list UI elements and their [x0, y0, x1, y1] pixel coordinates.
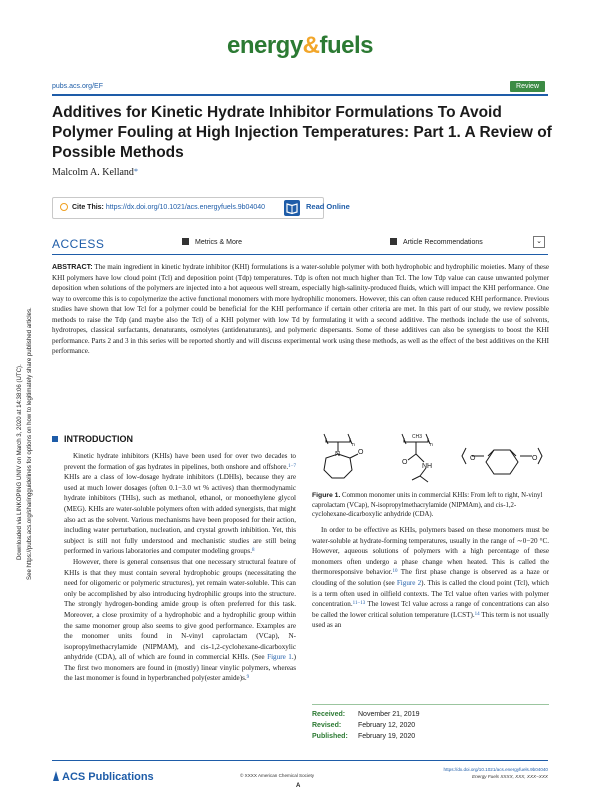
repeat-n-2: n — [430, 442, 433, 448]
figure-1-caption — [312, 491, 549, 520]
dates-divider — [312, 704, 549, 705]
doi-link[interactable]: https://dx.doi.org/10.1021/acs.energyfuels.9b04040 — [105, 204, 266, 211]
date-row-published — [312, 731, 419, 742]
nipmam-cn — [416, 454, 424, 462]
top-divider — [52, 94, 548, 96]
download-note: Downloaded via LINKOPING UNIV on March 3, 2020 at 14:38:06 (UTC). — [16, 364, 23, 560]
figure-1-caption-text: Common monomer units in commercial KHIs: From left to right, N-vinyl caprolactam (VCap), N-isopropylmethacrylamide (NIPMAm), and cis-1,2-cyclohexane-dicarboxylic anhydride (CDA). — [312, 492, 543, 518]
intro-paragraph-2 — [64, 557, 296, 684]
isopropyl-c — [420, 476, 428, 482]
methyl-label: CH3 — [412, 434, 423, 440]
intro-heading-text: INTRODUCTION — [64, 434, 133, 444]
figure-1-link[interactable]: Figure 1 — [267, 653, 292, 662]
recommendations-button[interactable] — [390, 238, 483, 246]
ref-link[interactable]: 1−7 — [288, 463, 296, 469]
acs-logo-icon — [52, 770, 60, 782]
figure-1-label: Figure 1. — [312, 492, 341, 499]
intro-column-right — [312, 525, 549, 631]
abstract-label: ABSTRACT: — [52, 263, 93, 271]
vcap-backbone — [326, 438, 350, 442]
footer-citation — [444, 766, 548, 780]
cda-bracket-left — [462, 448, 466, 464]
date-value: February 19, 2020 — [358, 733, 416, 740]
page-number: A — [296, 783, 301, 789]
metrics-icon — [182, 238, 189, 245]
o-atom-label-3: O — [470, 455, 476, 462]
section-badge: Review — [510, 81, 545, 92]
cda-bracket-right — [538, 448, 542, 464]
copyright: © XXXX American Chemical Society — [240, 773, 315, 778]
recommendations-icon — [390, 238, 397, 245]
access-label: ACCESS — [52, 237, 105, 251]
sharing-guidelines-note[interactable]: See https://pubs.acs.org/sharingguidelines for options on how to legitimately share published articles. — [26, 307, 33, 580]
col2-paragraph-1 — [312, 525, 549, 631]
date-label: Received: — [312, 711, 346, 718]
abstract-text: The main ingredient in kinetic hydrate inhibitor (KHI) formulations is a water-soluble polymer with both hydrophobic and hydrophilic moieties. Many of these KHI polymers have low cloud point (Tcl) and deposition point (Tdp) temperatures. Tdp is often not much higher than Tcl. The low Tdp value can cause unwanted polymer deposition when solutions of the polymers are injected into a hot aqueous well stream, especially high-salinity-produced fluids, which will impact the KHI performance. One way to overcome this is to copolymerize the active functional monomers with more hydrophilic monomers. However, this can often cause reduced KHI performance. Previous studies have shown that low Tcl for a polymer could be beneficial for the KHI performance if certain other criteria are met. In this part of our study, we review possible methods to raise the Tdp (and maybe also the Tcl) of a KHI polymer with low Td by formulating it with a second additive. The methods include the use of solvents, hydrotropes, classical surfactants, denaturants, osmolytes (antidenaturants), and polymeric dispersants. Some of these additives can also be synergists to boost the KHI performance. Parts 2 and 3 in this series will be reported shortly and will discuss experimental work using these methods, as well as the effect of the best additives on the KHI performance. — [52, 263, 549, 355]
heading-square-icon — [52, 436, 58, 442]
o-atom-label-2: O — [402, 459, 408, 466]
recommendations-label: Article Recommendations — [403, 239, 483, 246]
ref-link[interactable]: 14 — [474, 611, 480, 617]
n-atom-label: N — [335, 451, 341, 458]
intro-p1b-text: KHIs are a class of low-dosage hydrate inhibitors (LDHIs), because they are used at much lower dosages (often 0.1−3.0 wt % actives) than thermodynamic hydrate inhibitors (THIs), such as methanol, ethanol, or monoethylene glycol (MEG). KHIs are water-soluble polymers often with added synergists, that might also act as the solvent. Various mechanisms have been proposed for their action, including water perturbation, nucleation, and crystal growth inhibition. Yet, this subject is still not fully understood and mechanistic studies are still being performed in various laboratories and computer modeling groups. — [64, 473, 296, 556]
figure-2-link[interactable]: Figure 2 — [396, 578, 422, 587]
col2-p1d-text: The lowest Tcl value across a range of concentrations can also be called the lower critical solution temperature (LCST). — [312, 600, 549, 619]
date-row-revised — [312, 720, 419, 731]
acs-publications-link[interactable]: ACS Publications — [62, 771, 154, 783]
o-atom-label-1: O — [358, 449, 364, 456]
date-label: Published: — [312, 733, 348, 740]
intro-p2b-text: .) The first two monomers are found in (mostly) linear vinylic polymers, whereas the last monomer is found in hyperbranched poly(ester amide)s. — [64, 653, 297, 683]
intro-heading — [52, 434, 133, 444]
carbonyl-bond — [350, 454, 358, 458]
read-online-icon[interactable] — [284, 200, 300, 216]
author-name[interactable]: Malcolm A. Kelland — [52, 167, 134, 178]
journal-logo[interactable] — [0, 32, 600, 60]
author-line — [52, 167, 138, 178]
intro-column-left — [64, 451, 296, 684]
intro-p1-text: Kinetic hydrate inhibitors (KHIs) have been used for over two decades to prevent the formation of gas hydrates in pipelines, both onshore and offshore. — [64, 452, 296, 471]
cite-label: Cite This: — [72, 204, 104, 211]
read-online-button[interactable]: Read Online — [306, 202, 350, 211]
cite-icon — [60, 203, 68, 211]
abstract — [52, 262, 549, 357]
col2-p1-text: In order to be effective as KHIs, polymers based on these monomers must be water-soluble at hydrate-forming temperatures, usually in the range of ∼0−20 °C. However, aqueous solutions of polymers with a high percentage of these monomers often undergo a phase change when heated. This is called the thermoresponsive behavior. — [312, 526, 549, 577]
nipmam-co — [408, 454, 416, 460]
logo-amp: & — [302, 32, 320, 59]
ref-link[interactable]: 10 — [392, 569, 398, 575]
article-title: Additives for Kinetic Hydrate Inhibitor Formulations To Avoid Polymer Fouling at High Injection Temperatures: Part 1. A Review of Possible Methods — [52, 104, 552, 161]
repeat-n-1: n — [352, 442, 355, 448]
corresponding-author-mark[interactable]: * — [133, 167, 138, 176]
ref-link[interactable]: 11−13 — [352, 601, 366, 607]
logo-part1: energy — [226, 32, 303, 59]
ref-link[interactable]: 8 — [252, 548, 255, 554]
chevron-down-icon[interactable]: ⌄ — [533, 236, 545, 248]
ref-link[interactable]: 9 — [246, 675, 250, 681]
footer-journal-citation: Energy Fuels XXXX, XXX, XXX−XXX — [472, 774, 548, 779]
intro-paragraph-1 — [64, 451, 296, 557]
date-label: Revised: — [312, 722, 342, 729]
footer-divider — [52, 760, 548, 761]
metrics-label: Metrics & More — [195, 239, 243, 246]
date-value: November 21, 2019 — [358, 711, 420, 718]
col2-p1b-text: The first phase change is observed as a haze or clouding of the solution (see — [312, 568, 549, 587]
access-divider — [52, 254, 548, 255]
intro-p2-text: However, there is general consensus that one necessary structural feature of KHIs is that they must contain several hydrophobic groups (necessitating the need for oligomeric or polymeric structures), yet remain water-soluble. This can only be accomplished by also introducing hydrophilic groups into the structure. The strongly hydrogen-bonding amide group is often preferred for this task. Moreover, a close proximity of a hydrophobic and a hydrophilic group within the same monomer group also seems to give good performance. Examples are the monomer units found in N-vinyl caprolactam (VCap), N-isopropylmethacrylamide (NIPMAM), and cis-1,2-cyclohexane-dicarboxylic anhydride (CDA), all of which are found in commercial KHIs. (See — [64, 557, 296, 662]
isopropyl-b — [412, 476, 420, 480]
nh-label: NH — [422, 463, 433, 470]
col2-p1e-text: This term is not usually used as an — [312, 610, 549, 630]
footer-doi-link[interactable]: https://dx.doi.org/10.1021/acs.energyfuels.9b04040 — [443, 767, 548, 772]
figure-1-structures — [312, 432, 549, 490]
metrics-button[interactable] — [182, 238, 242, 246]
date-value: February 12, 2020 — [358, 722, 416, 729]
o-atom-label-4: O — [532, 455, 538, 462]
col2-p1c-text: ). This is called the cloud point (Tcl), which is a term often used in oilfield contexts. The Tcl value often varies with polymer concentration. — [312, 578, 549, 609]
article-dates — [312, 709, 419, 742]
journal-url-link[interactable]: pubs.acs.org/EF — [52, 83, 103, 90]
date-row-received — [312, 709, 419, 720]
logo-part2: fuels — [319, 32, 374, 59]
